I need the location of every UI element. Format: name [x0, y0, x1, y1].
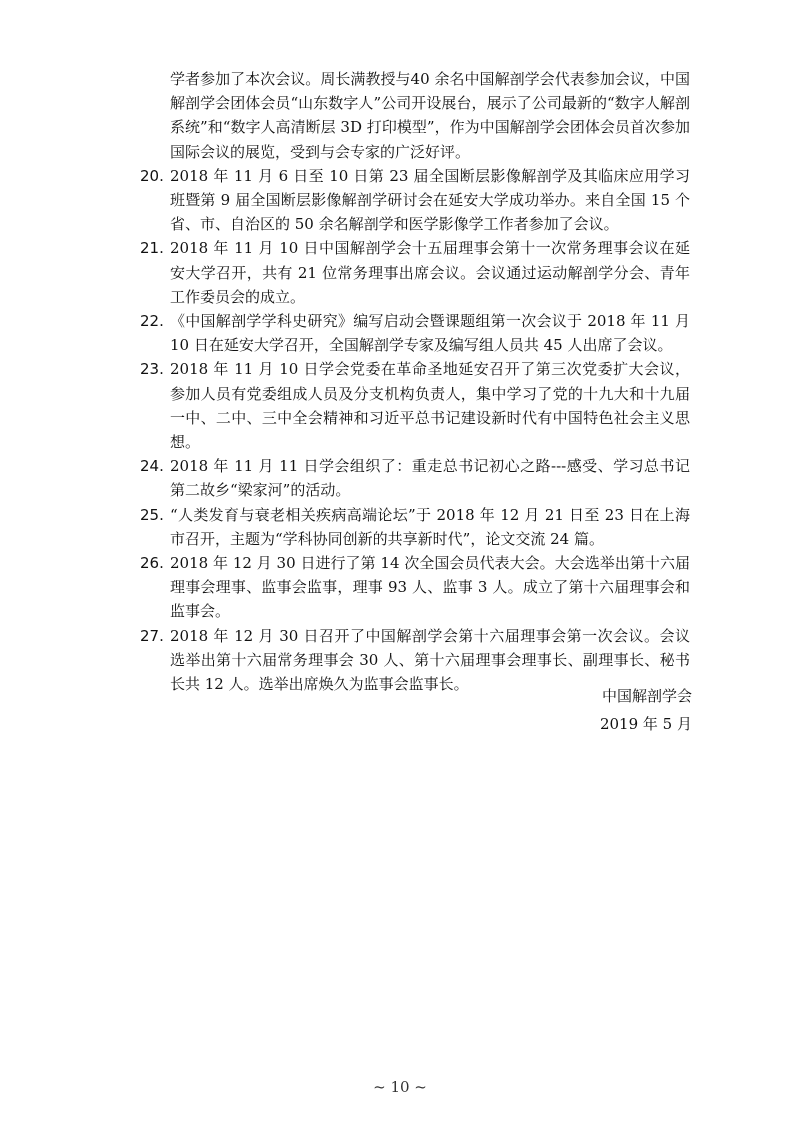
list-item-text: 2018 年 11 月 11 日学会组织了：重走总书记初心之路---感受、学习总书记第二故乡“梁家河”的活动。	[170, 457, 690, 500]
list-item-number: 23.	[140, 360, 164, 379]
list-item-22	[140, 309, 690, 357]
list-item-number: 22.	[140, 312, 164, 331]
list-item-text: 2018 年 11 月 10 日学会党委在革命圣地延安召开了第三次党委扩大会议，参加人员有党委组成人员及分支机构负责人，集中学习了党的十九大和十九届一中、二中、三中全会精神和习近平总书记建设新时代有中国特色社会主义思想。	[170, 360, 690, 452]
list-item-number: 26.	[140, 554, 164, 573]
signature-organization: 中国解剖学会	[601, 687, 692, 705]
list-item-number: 25.	[140, 505, 164, 524]
list-item-number: 20.	[140, 166, 164, 185]
lead-paragraph	[170, 67, 690, 164]
signature-date: 2019 年 5 月	[599, 715, 692, 733]
page-number: ~ 10 ~	[373, 1078, 427, 1096]
list-item-text: “人类发育与衰老相关疾病高端论坛”于 2018 年 12 月 21 日至 23 日在上海市召开，主题为“学科协同创新的共享新时代”，论文交流 24 篇。	[170, 505, 690, 548]
list-item-text: 2018 年 11 月 6 日至 10 日第 23 届全国断层影像解剖学及其临床应用学习班暨第 9 届全国断层影像解剖学研讨会在延安大学成功举办。来自全国 15 个省、市、自治区的 50 余名解剖学和医学影像学工作者参加了会议。	[170, 166, 690, 234]
list-item-text: 2018 年 12 月 30 日召开了中国解剖学会第十六届理事会第一次会议。会议选举出第十六届常务理事会 30 人、第十六届理事会理事长、副理事长、秘书长共 12 人。选举出席焕久为监事会监事长。	[170, 626, 690, 694]
list-item-number: 24.	[140, 457, 164, 476]
list-item-23	[140, 357, 690, 454]
list-item-text: 2018 年 11 月 10 日中国解剖学会十五届理事会第十一次常务理事会议在延安大学召开，共有 21 位常务理事出席会议。会议通过运动解剖学分会、青年工作委员会的成立。	[170, 239, 690, 306]
signature-block	[600, 682, 692, 738]
list-item-24	[140, 454, 690, 502]
list-item-26	[140, 551, 690, 624]
list-item-20	[140, 164, 690, 237]
list-item-text: 《中国解剖学学科史研究》编写启动会暨课题组第一次会议于 2018 年 11 月 10 日在延安大学召开，全国解剖学专家及编写组人员共 45 人出席了会议。	[170, 312, 690, 355]
list-item-number: 21.	[140, 239, 164, 258]
list-item-25	[140, 503, 690, 551]
lead-paragraph-text: 学者参加了本次会议。周长满教授与40 余名中国解剖学会代表参加会议，中国解剖学会团体会员“山东数字人”公司开设展台，展示了公司最新的“数字人解剖系统”和“数字人高清断层 3D 打印模型”，作为中国解剖学会团体会员首次参加国际会议的展览，受到与会专家的广泛好评。	[170, 70, 690, 161]
list-item-number: 27.	[140, 626, 164, 645]
list-item-21	[140, 236, 690, 309]
list-item-text: 2018 年 12 月 30 日进行了第 14 次全国会员代表大会。大会选举出第十六届理事会理事、监事会监事，理事 93 人、监事 3 人。成立了第十六届理事会和监事会。	[170, 554, 690, 621]
document-body	[140, 67, 690, 696]
